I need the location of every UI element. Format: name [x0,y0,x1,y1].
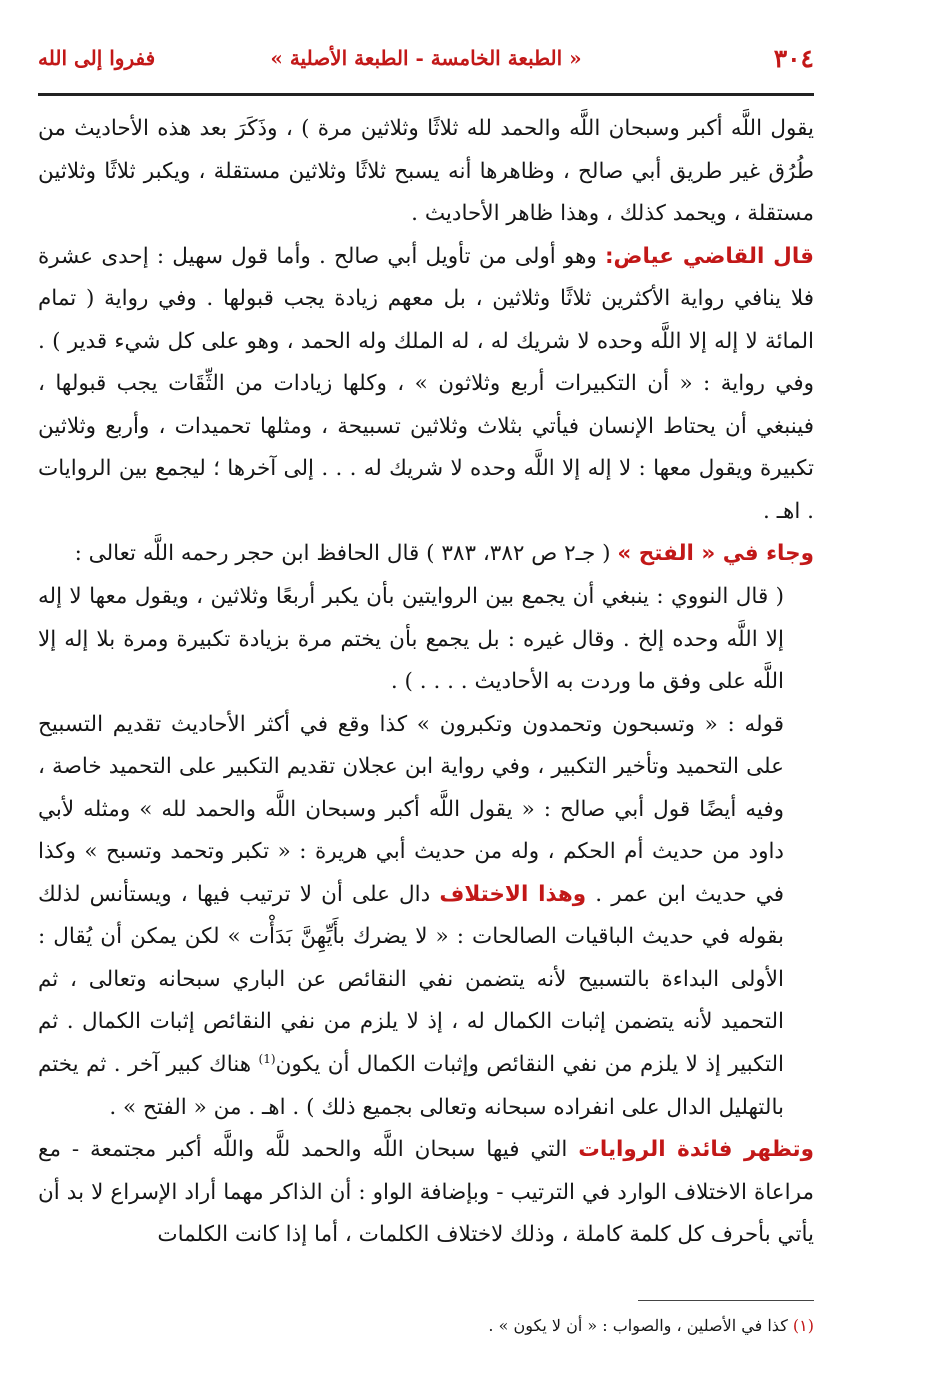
footnote [38,1316,814,1335]
paragraph-text: دال على أن لا ترتيب فيها ، ويستأنس لذلك بقوله في حديث الباقيات الصالحات : « لا يضرك بأَيِّهِنَّ بَدَأْت » لكن يمكن أن يُقال : الأولى البداءة بالتسبيح لأنه يتضمن نفي النقائص عن الباري سبحانه وتعالى ، ثم التحميد لأنه يتضمن إثبات الكمال له ، إذ لا يلزم من نفي النقائص إثبات الكمال . ثم التكبير إذ لا يلزم من نفي النقائص وإثبات الكمال أن يكون [38,881,784,1078]
page-number: ٣٠٤ [773,44,814,73]
paragraph-5 [38,704,814,1129]
section-heading: قال القاضي عياض: [604,243,814,269]
paragraph-6 [38,1129,814,1257]
paragraph-text: وهو أولى من تأويل أبي صالح . وأما قول سهيل : إحدى عشرة فلا ينافي رواية الأكثرين ثلاثًا وثلاثين ، بل معهم زيادة يجب قبولها . وفي رواية ( تمام المائة لا إله إلا اللَّه وحده لا شريك له ، له الملك وله الحمد ، وهو على كل شيء قدير ) . وفي رواية : « أن التكبيرات أربع وثلاثون » ، وكلها زيادات من الثِّقَات يجب قبولها ، فينبغي أن يحتاط الإنسان فيأتي بثلاث وثلاثين تسبيحة ، ومثلها تحميدات ، وأربع وثلاثين تكبيرة ويقول معها : لا إله إلا اللَّه وحده لا شريك له . . . إلى آخرها ؛ ليجمع بين الروايات . اهـ . [38,243,814,524]
paragraph-text: هناك كبير آخر . ثم يختم بالتهليل الدال على انفراده سبحانه وتعالى بجميع ذلك ) . اهـ . من « الفتح » . [38,1052,784,1120]
paragraph-1 [38,108,814,236]
inline-heading: وهذا الاختلاف [439,881,587,907]
page-header [38,40,814,80]
footnote-number: (١) [792,1316,814,1335]
paragraph-text: ( قال النووي : ينبغي أن يجمع بين الروايتين بأن يكبر أربعًا وثلاثين ، ويقول معها لا إله إلا اللَّه وحده إلخ . وقال غيره : بل يجمع بأن يختم مرة بزيادة تكبيرة ومرة بلا إله إلا اللَّه على وفق ما وردت به الأحاديث . . . . ) . [38,584,784,695]
page-body [38,108,814,1257]
paragraph-3 [38,533,814,576]
section-heading: وجاء في « الفتح » [617,541,814,567]
header-rule [38,93,814,96]
paragraph-text: ( جـ٢ ص ٣٨٢، ٣٨٣ ) قال الحافظ ابن حجر رحمه اللَّه تعالى : [74,541,611,567]
paragraph-2 [38,236,814,534]
paragraph-4 [38,576,814,704]
section-heading: وتظهر فائدة الروايات [578,1137,814,1163]
footnote-text: كذا في الأصلين ، والصواب : « أن لا يكون » . [488,1316,788,1335]
paragraph-text: يقول اللَّه أكبر وسبحان اللَّه والحمد لله ثلاثًا وثلاثين مرة ) ، وذَكَرَ بعد هذه الأحاديث من طُرُق غير طريق أبي صالح ، وظاهرها أنه يسبح ثلاثًا وثلاثين مستقلة ، ويكبر ثلاثًا وثلاثين مستقلة ، ويحمد كذلك ، وهذا ظاهر الأحاديث . [38,116,814,227]
paragraph-text: قوله : « وتسبحون وتحمدون وتكبرون » كذا وقع في أكثر الأحاديث تقديم التسبيح على التحميد وتأخير التكبير ، وفي رواية ابن عجلان تقديم التكبير على التحميد خاصة ، وفيه أيضًا قول أبي صالح : « يقول اللَّه أكبر وسبحان اللَّه والحمد لله » ومثله لأبي داود من حديث أم الحكم ، وله من حديث أبي هريرة : « تكبر وتحمد وتسبح » وكذا في حديث ابن عمر . [38,711,784,907]
footnote-rule [638,1300,814,1301]
edition-label: « الطبعة الخامسة - الطبعة الأصلية » [270,46,582,70]
paragraph-text: التي فيها سبحان اللَّه والحمد للَّه واللَّه أكبر مجتمعة - مع مراعاة الاختلاف الوارد في الترتيب - وبإضافة الواو : أن الذاكر مهما أراد الإسراع لا بد أن يأتي بأحرف كل كلمة كاملة ، وذلك لاختلاف الكلمات ، أما إذا كانت الكلمات [38,1137,814,1248]
footnote-reference[interactable]: (1) [258,1051,276,1066]
running-title: ففروا إلى الله [38,46,156,70]
